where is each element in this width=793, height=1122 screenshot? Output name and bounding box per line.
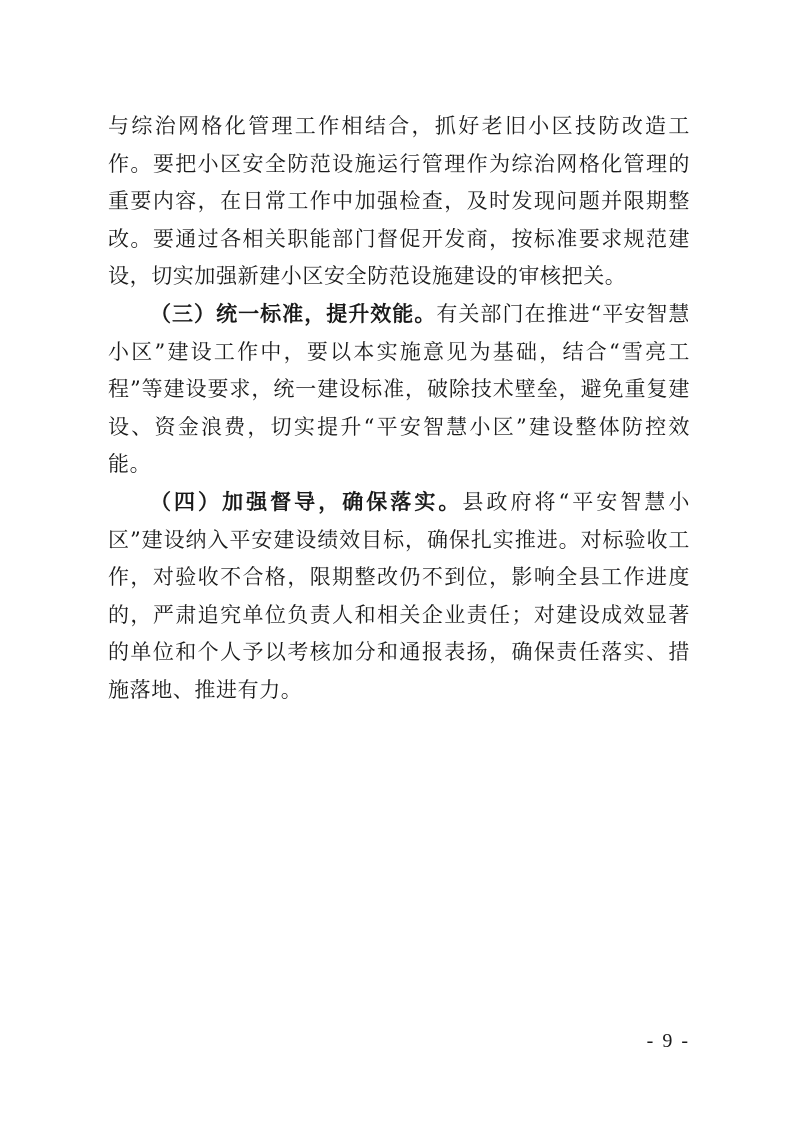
paragraph-text: 县政府将“平安智慧小区”建设纳入平安建设绩效目标，确保扎实推进。对标验收工作，对验收不合格，限期整改仍不到位，影响全县工作进度的，严肃追究单位负责人和相关企业责任；对建设成效显著的单位和个人予以考核加分和通报表扬，确保责任落实、措施落地、推进有力。 xyxy=(108,489,690,702)
paragraph-continuation xyxy=(108,108,690,296)
paragraph-section-3 xyxy=(108,296,690,484)
section-heading-3: （三）统一标准，提升效能。 xyxy=(150,301,437,326)
body-text xyxy=(108,108,690,710)
paragraph-text: 有关部门在推进“平安智慧小区”建设工作中，要以本实施意见为基础，结合“雪亮工程”等建设要求，统一建设标准，破除技术壁垒，避免重复建设、资金浪费，切实提升“平安智慧小区”建设整体防控效能。 xyxy=(108,301,690,477)
page-number: - 9 - xyxy=(646,1030,690,1052)
paragraph-section-4 xyxy=(108,484,690,710)
section-heading-4: （四）加强督导，确保落实。 xyxy=(150,489,463,514)
paragraph-text: 与综治网格化管理工作相结合，抓好老旧小区技防改造工作。要把小区安全防范设施运行管理作为综治网格化管理的重要内容，在日常工作中加强检查，及时发现问题并限期整改。要通过各相关职能部门督促开发商，按标准要求规范建设，切实加强新建小区安全防范设施建设的审核把关。 xyxy=(108,114,690,289)
